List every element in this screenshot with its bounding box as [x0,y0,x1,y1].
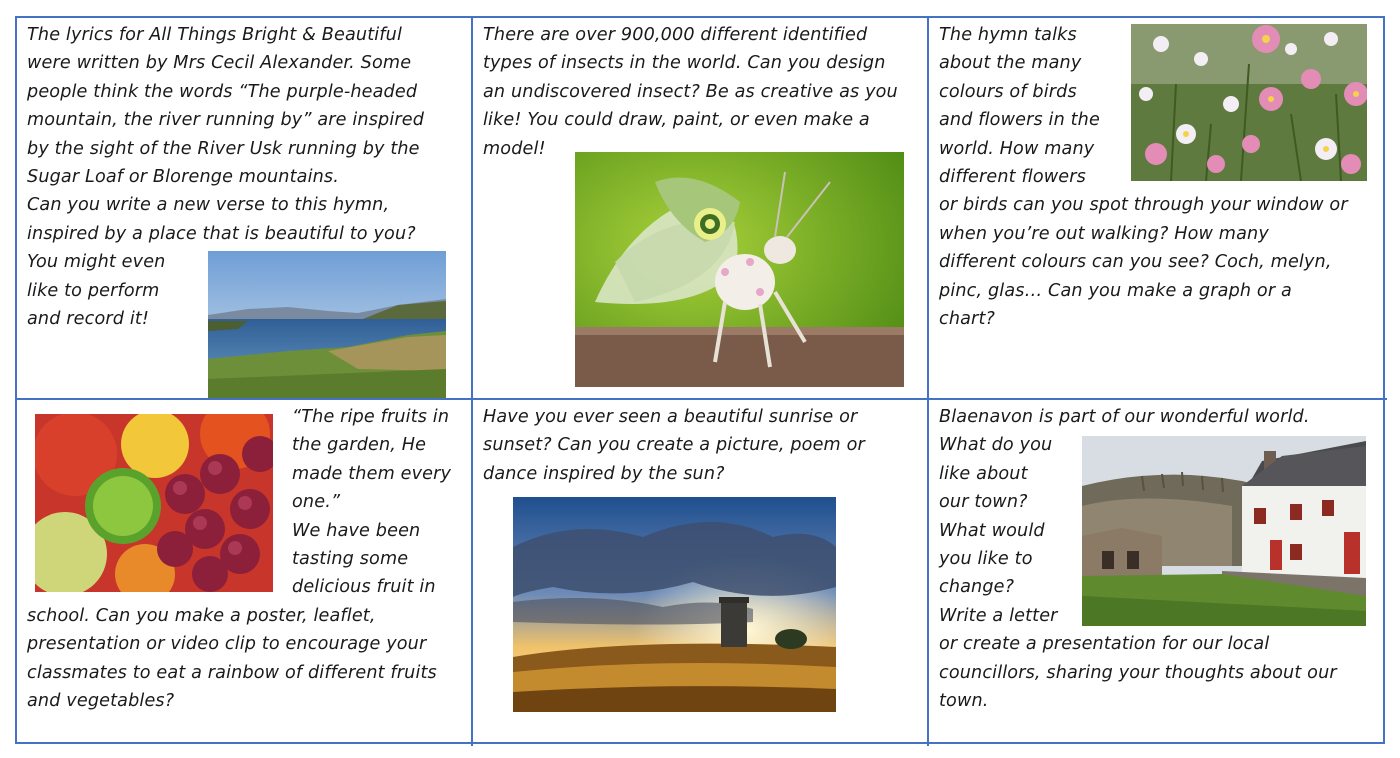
text-line: like! You could draw, paint, or even make a [483,110,870,131]
text-line: Write a letter [939,605,1058,626]
text-line: dance inspired by the sun? [483,463,725,484]
text-line: presentation or video clip to encourage your [27,634,427,655]
cell-text-bottom [27,602,437,716]
text-line: tasting some [292,549,409,570]
text-line: change? [939,577,1015,598]
cell-text [483,403,865,488]
text-line: colours of birds [939,81,1077,102]
text-line: like to perform [27,280,160,301]
text-line: one.” [292,492,341,513]
text-line: our town? [939,492,1028,513]
cell-river-hymn [17,18,473,400]
text-line: by the sight of the River Usk running by the [27,138,420,159]
text-line: about the many [939,53,1082,74]
text-line: town. [939,691,989,712]
text-line: different flowers [939,167,1086,188]
text-line: councillors, sharing your thoughts about our [939,662,1337,683]
text-line: were written by Mrs Cecil Alexander. Some [27,53,412,74]
text-line: Have you ever seen a beautiful sunrise or [483,407,858,427]
cell-birds-flowers [929,18,1387,400]
text-line: and record it! [27,309,150,330]
cell-text [483,21,898,163]
text-line: delicious fruit in [292,577,436,598]
text-line: The lyrics for All Things Bright & Beautiful [27,25,402,45]
sunset-tower-image [513,497,836,712]
text-line: you like to [939,549,1033,570]
text-line: Blaenavon is part of our wonderful world. [939,407,1310,427]
blaenavon-cottage-image [1082,436,1366,626]
text-line: the garden, He [292,435,427,456]
text-line: different colours can you see? Coch, melyn, [939,252,1332,273]
text-line: an undiscovered insect? Be as creative as you [483,81,898,102]
text-line: Can you write a new verse to this hymn, [27,195,390,216]
text-line: inspired by a place that is beautiful to you? [27,223,416,244]
text-line: world. How many [939,138,1095,159]
text-line: like about [939,463,1028,484]
activity-grid [15,16,1385,744]
flowers-image [1131,24,1367,181]
text-line: The hymn talks [939,25,1077,45]
text-line: We have been [292,520,421,541]
text-line: or birds can you spot through your window or [939,195,1348,216]
text-line: Sugar Loaf or Blorenge mountains. [27,167,339,188]
text-line: mountain, the river running by” are inspired [27,110,425,131]
text-line: school. Can you make a poster, leaflet, [27,606,376,626]
text-line: made them every [292,463,452,484]
cell-sunrise-sunset [473,400,929,746]
text-line: There are over 900,000 different identified [483,25,868,45]
cell-text-top [292,403,451,602]
text-line: types of insects in the world. Can you design [483,53,886,74]
text-line: or create a presentation for our local [939,634,1270,655]
text-line: classmates to eat a rainbow of different fruits [27,662,437,683]
text-line: people think the words “The purple-headed [27,81,418,102]
text-line: when you’re out walking? How many [939,223,1269,244]
text-line: and flowers in the [939,110,1100,131]
river-landscape-image [208,251,446,399]
text-line: What do you [939,435,1053,456]
text-line: sunset? Can you create a picture, poem or [483,435,865,456]
text-line: “The ripe fruits in [292,407,450,427]
text-line: What would [939,520,1045,541]
fruit-image [35,414,273,592]
cell-blaenavon [929,400,1387,746]
text-line: pinc, glas… Can you make a graph or a [939,280,1292,301]
text-line: and vegetables? [27,691,175,712]
cell-ripe-fruits [17,400,473,746]
text-line: model! [483,138,546,159]
text-line: chart? [939,309,995,330]
cell-insect-design [473,18,929,400]
text-line: You might even [27,252,166,273]
insect-mantis-image [575,152,904,387]
